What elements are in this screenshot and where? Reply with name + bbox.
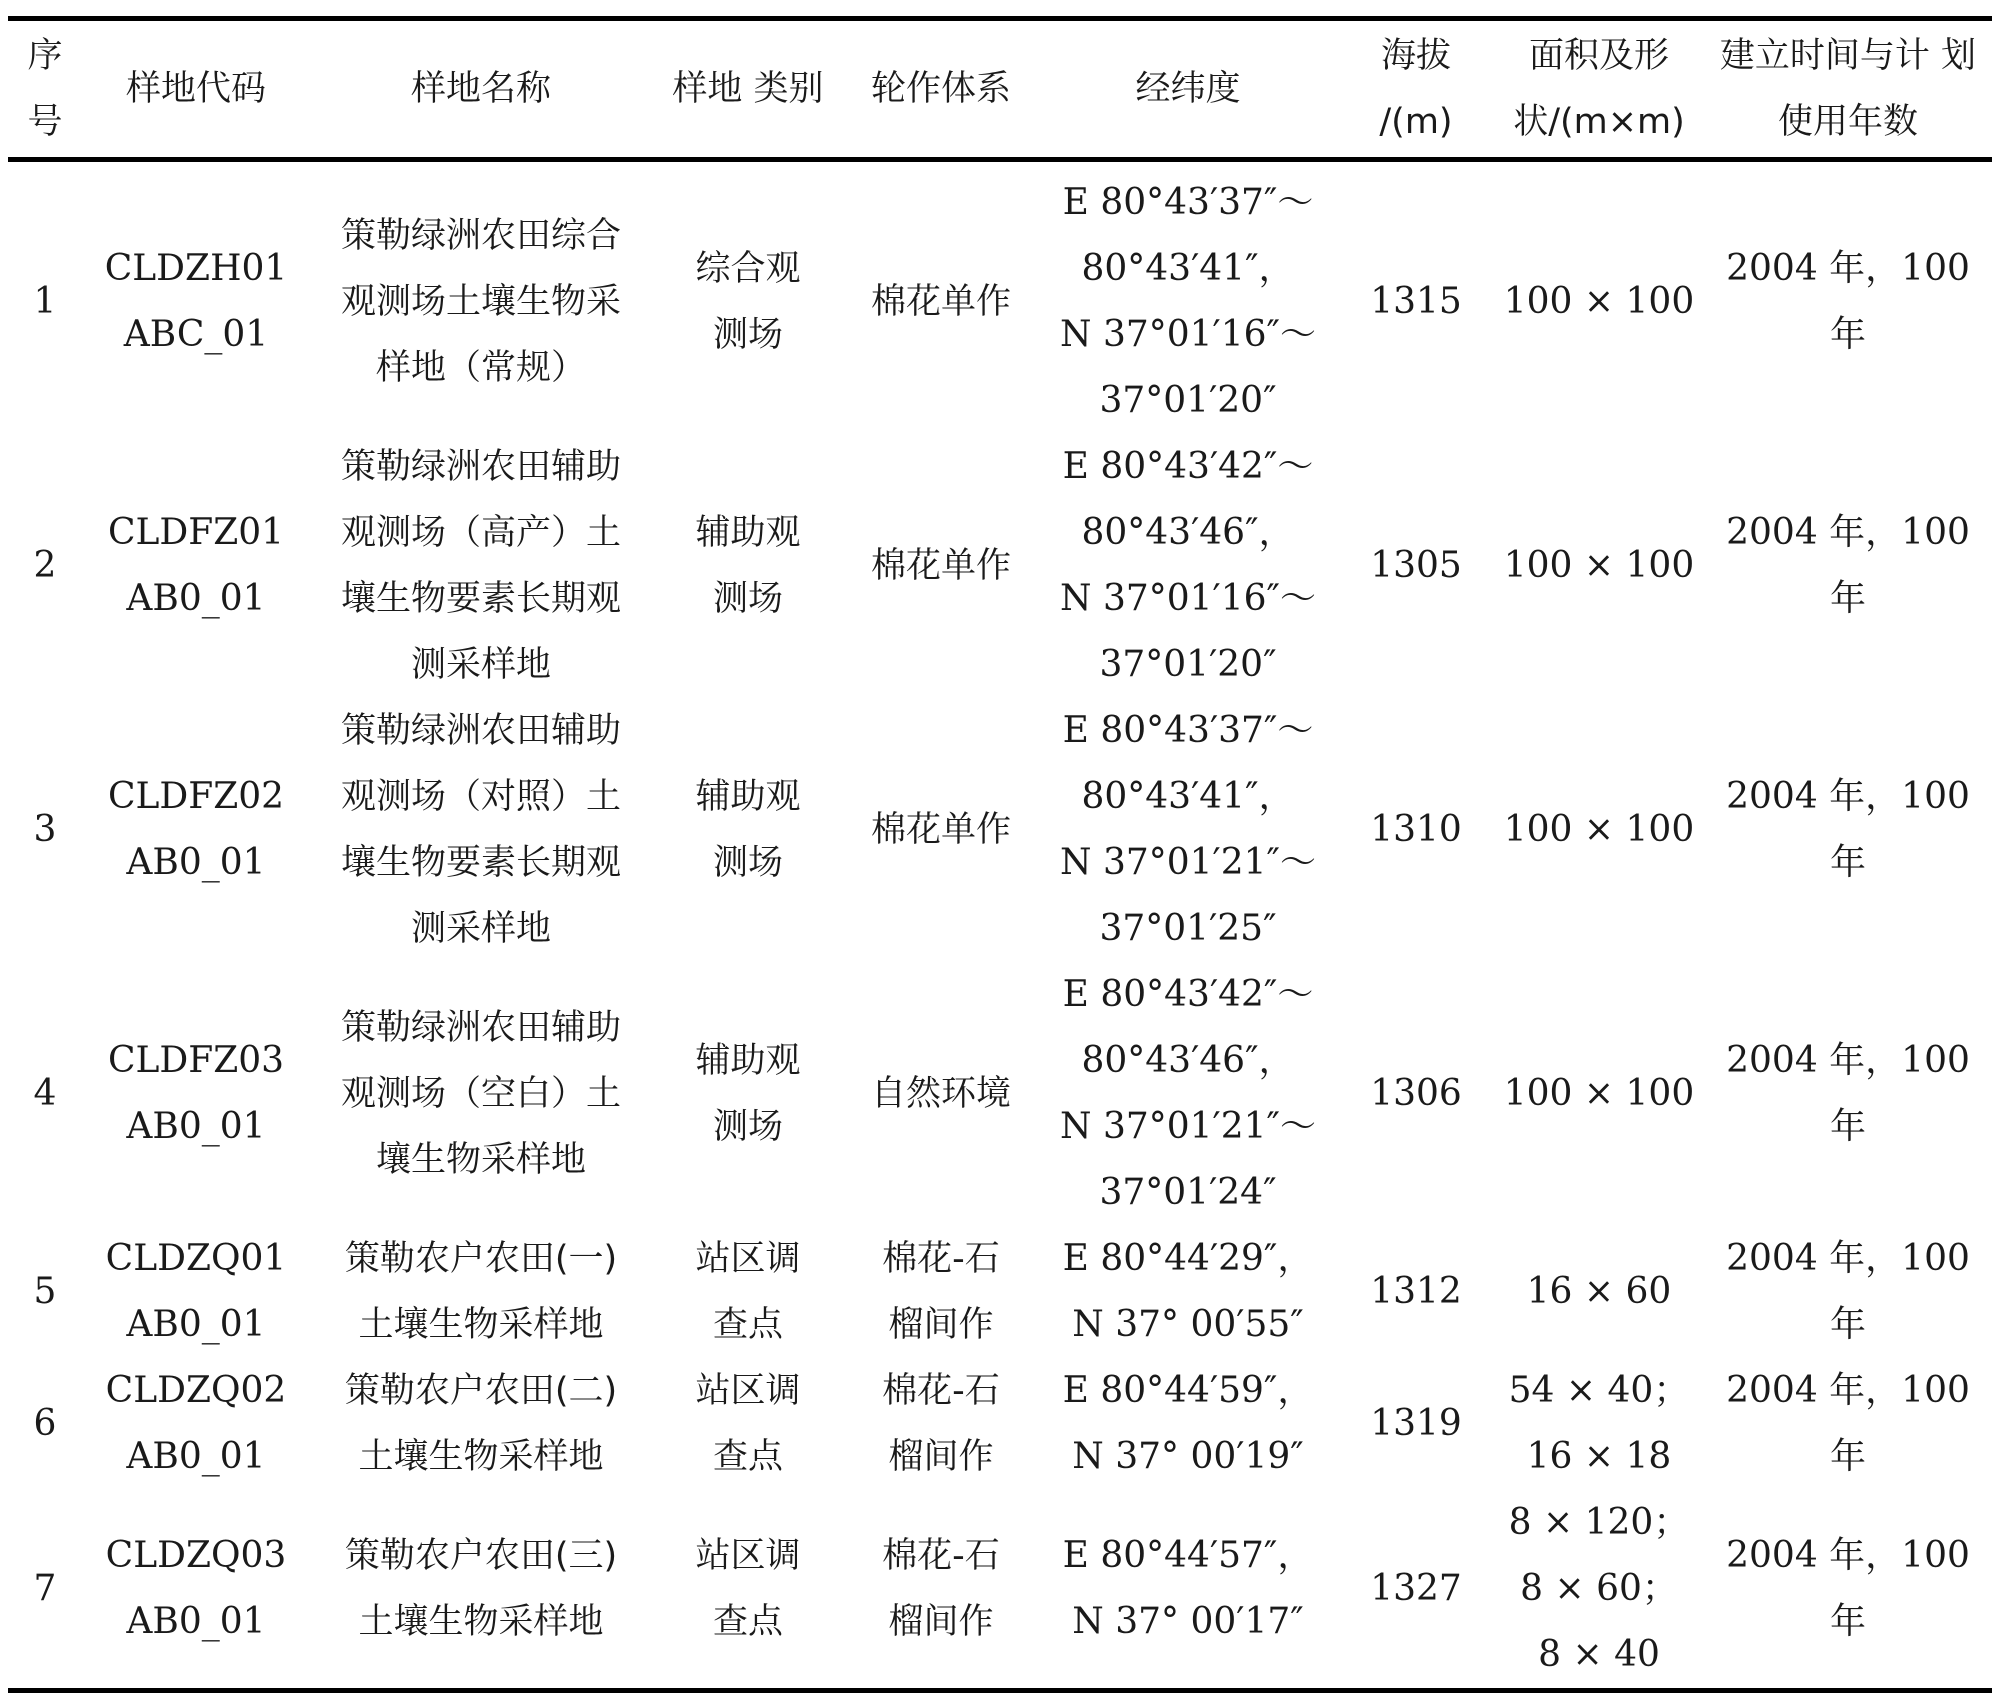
cell-area-shape: 100 × 100	[1503, 281, 1695, 322]
cell-area-shape: 100 × 100	[1503, 545, 1695, 586]
cell-established-years: 2004 年，100 年	[1726, 1370, 1970, 1477]
header-coordinates: 经纬度	[1135, 69, 1241, 109]
cell-rotation-system: 棉花-石 榴间作	[882, 1371, 1000, 1477]
cell-coordinates: E 80°44′59″， N 37° 00′19″	[1062, 1370, 1314, 1477]
table-row	[8, 962, 1992, 1226]
cell-coordinates: E 80°43′42″～ 80°43′46″， N 37°01′21″～ 37°01′24″	[1060, 974, 1316, 1213]
header-established-years: 建立时间与计 划使用年数	[1719, 36, 1977, 142]
cell-altitude: 1306	[1370, 1073, 1462, 1114]
cell-plot-type: 辅助观 测场	[695, 513, 801, 619]
table-row	[8, 1358, 1992, 1490]
cell-plot-type: 站区调 查点	[695, 1239, 801, 1345]
cell-plot-code: CLDFZ03 AB0_01	[107, 1040, 285, 1147]
cell-established-years: 2004 年，100 年	[1726, 1040, 1970, 1147]
cell-plot-type: 辅助观 测场	[695, 1041, 801, 1147]
cell-altitude: 1327	[1370, 1568, 1462, 1609]
table-row	[8, 698, 1992, 962]
cell-coordinates: E 80°43′42″～ 80°43′46″， N 37°01′16″～ 37°01′20″	[1060, 446, 1316, 685]
cell-established-years: 2004 年，100 年	[1726, 1238, 1970, 1345]
cell-plot-name: 策勒绿洲农田辅助 观测场（对照）土 壤生物要素长期观 测采样地	[340, 711, 621, 949]
cell-rotation-system: 棉花单作	[870, 810, 1011, 850]
cell-altitude: 1310	[1370, 809, 1462, 850]
cell-plot-type: 辅助观 测场	[695, 777, 801, 883]
cell-area-shape: 100 × 100	[1503, 1073, 1695, 1114]
cell-plot-name: 策勒农户农田(三) 土壤生物采样地	[344, 1536, 618, 1642]
cell-plot-name: 策勒农户农田(一) 土壤生物采样地	[344, 1239, 618, 1345]
cell-altitude: 1305	[1370, 545, 1462, 586]
cell-plot-name: 策勒农户农田(二) 土壤生物采样地	[344, 1371, 618, 1477]
cell-area-shape: 8 × 120； 8 × 60； 8 × 40	[1508, 1502, 1690, 1675]
header-plot-code: 样地代码	[125, 69, 266, 109]
header-area-shape: 面积及形 状/(m×m)	[1513, 36, 1685, 142]
cell-plot-code: CLDZQ01 AB0_01	[105, 1238, 287, 1345]
cell-altitude: 1319	[1370, 1403, 1462, 1444]
cell-plot-code: CLDFZ02 AB0_01	[107, 776, 285, 883]
cell-established-years: 2004 年，100 年	[1726, 776, 1970, 883]
cell-plot-code: CLDZH01 ABC_01	[104, 248, 288, 355]
cell-index: 1	[33, 281, 57, 322]
cell-plot-type: 站区调 查点	[695, 1536, 801, 1642]
cell-plot-name: 策勒绿洲农田辅助 观测场（空白）土 壤生物采样地	[340, 1008, 621, 1180]
cell-plot-name: 策勒绿洲农田辅助 观测场（高产）土 壤生物要素长期观 测采样地	[340, 447, 621, 685]
cell-plot-name: 策勒绿洲农田综合 观测场土壤生物采 样地（常规）	[340, 216, 621, 388]
cell-rotation-system: 棉花单作	[870, 282, 1011, 322]
header-index: 序 号	[27, 36, 63, 142]
table-row	[8, 1490, 1992, 1691]
cell-plot-code: CLDZQ03 AB0_01	[105, 1535, 287, 1642]
header-altitude: 海拔 /(m)	[1379, 36, 1453, 142]
cell-index: 4	[33, 1073, 57, 1114]
cell-plot-type: 综合观 测场	[695, 249, 801, 355]
cell-coordinates: E 80°44′57″， N 37° 00′17″	[1062, 1535, 1314, 1642]
cell-rotation-system: 棉花单作	[870, 546, 1011, 586]
cell-index: 6	[33, 1403, 57, 1444]
cell-plot-code: CLDFZ01 AB0_01	[107, 512, 285, 619]
cell-area-shape: 100 × 100	[1503, 809, 1695, 850]
cell-area-shape: 16 × 60	[1526, 1271, 1672, 1312]
table-row	[8, 160, 1992, 435]
cell-coordinates: E 80°43′37″～ 80°43′41″， N 37°01′21″～ 37°01′25″	[1060, 710, 1316, 949]
cell-coordinates: E 80°44′29″， N 37° 00′55″	[1062, 1238, 1314, 1345]
cell-rotation-system: 棉花-石 榴间作	[882, 1536, 1000, 1642]
table-header-row	[8, 19, 1992, 160]
cell-index: 7	[33, 1568, 57, 1609]
cell-rotation-system: 自然环境	[870, 1074, 1011, 1114]
cell-plot-code: CLDZQ02 AB0_01	[105, 1370, 287, 1477]
cell-rotation-system: 棉花-石 榴间作	[882, 1239, 1000, 1345]
cell-established-years: 2004 年，100 年	[1726, 1535, 1970, 1642]
table-row	[8, 1226, 1992, 1358]
cell-altitude: 1312	[1370, 1271, 1462, 1312]
cell-established-years: 2004 年，100 年	[1726, 512, 1970, 619]
cell-area-shape: 54 × 40； 16 × 18	[1508, 1370, 1690, 1477]
cell-index: 5	[33, 1271, 57, 1312]
cell-altitude: 1315	[1370, 281, 1462, 322]
header-plot-name: 样地名称	[410, 69, 551, 109]
header-rotation-system: 轮作体系	[870, 69, 1011, 109]
header-plot-type: 样地 类别	[672, 69, 824, 109]
table-row	[8, 434, 1992, 698]
cell-index: 3	[33, 809, 57, 850]
cell-established-years: 2004 年，100 年	[1726, 248, 1970, 355]
cell-coordinates: E 80°43′37″～ 80°43′41″， N 37°01′16″～ 37°01′20″	[1060, 182, 1316, 421]
cell-plot-type: 站区调 查点	[695, 1371, 801, 1477]
cell-index: 2	[33, 545, 57, 586]
sample-plot-table	[8, 16, 1992, 1693]
